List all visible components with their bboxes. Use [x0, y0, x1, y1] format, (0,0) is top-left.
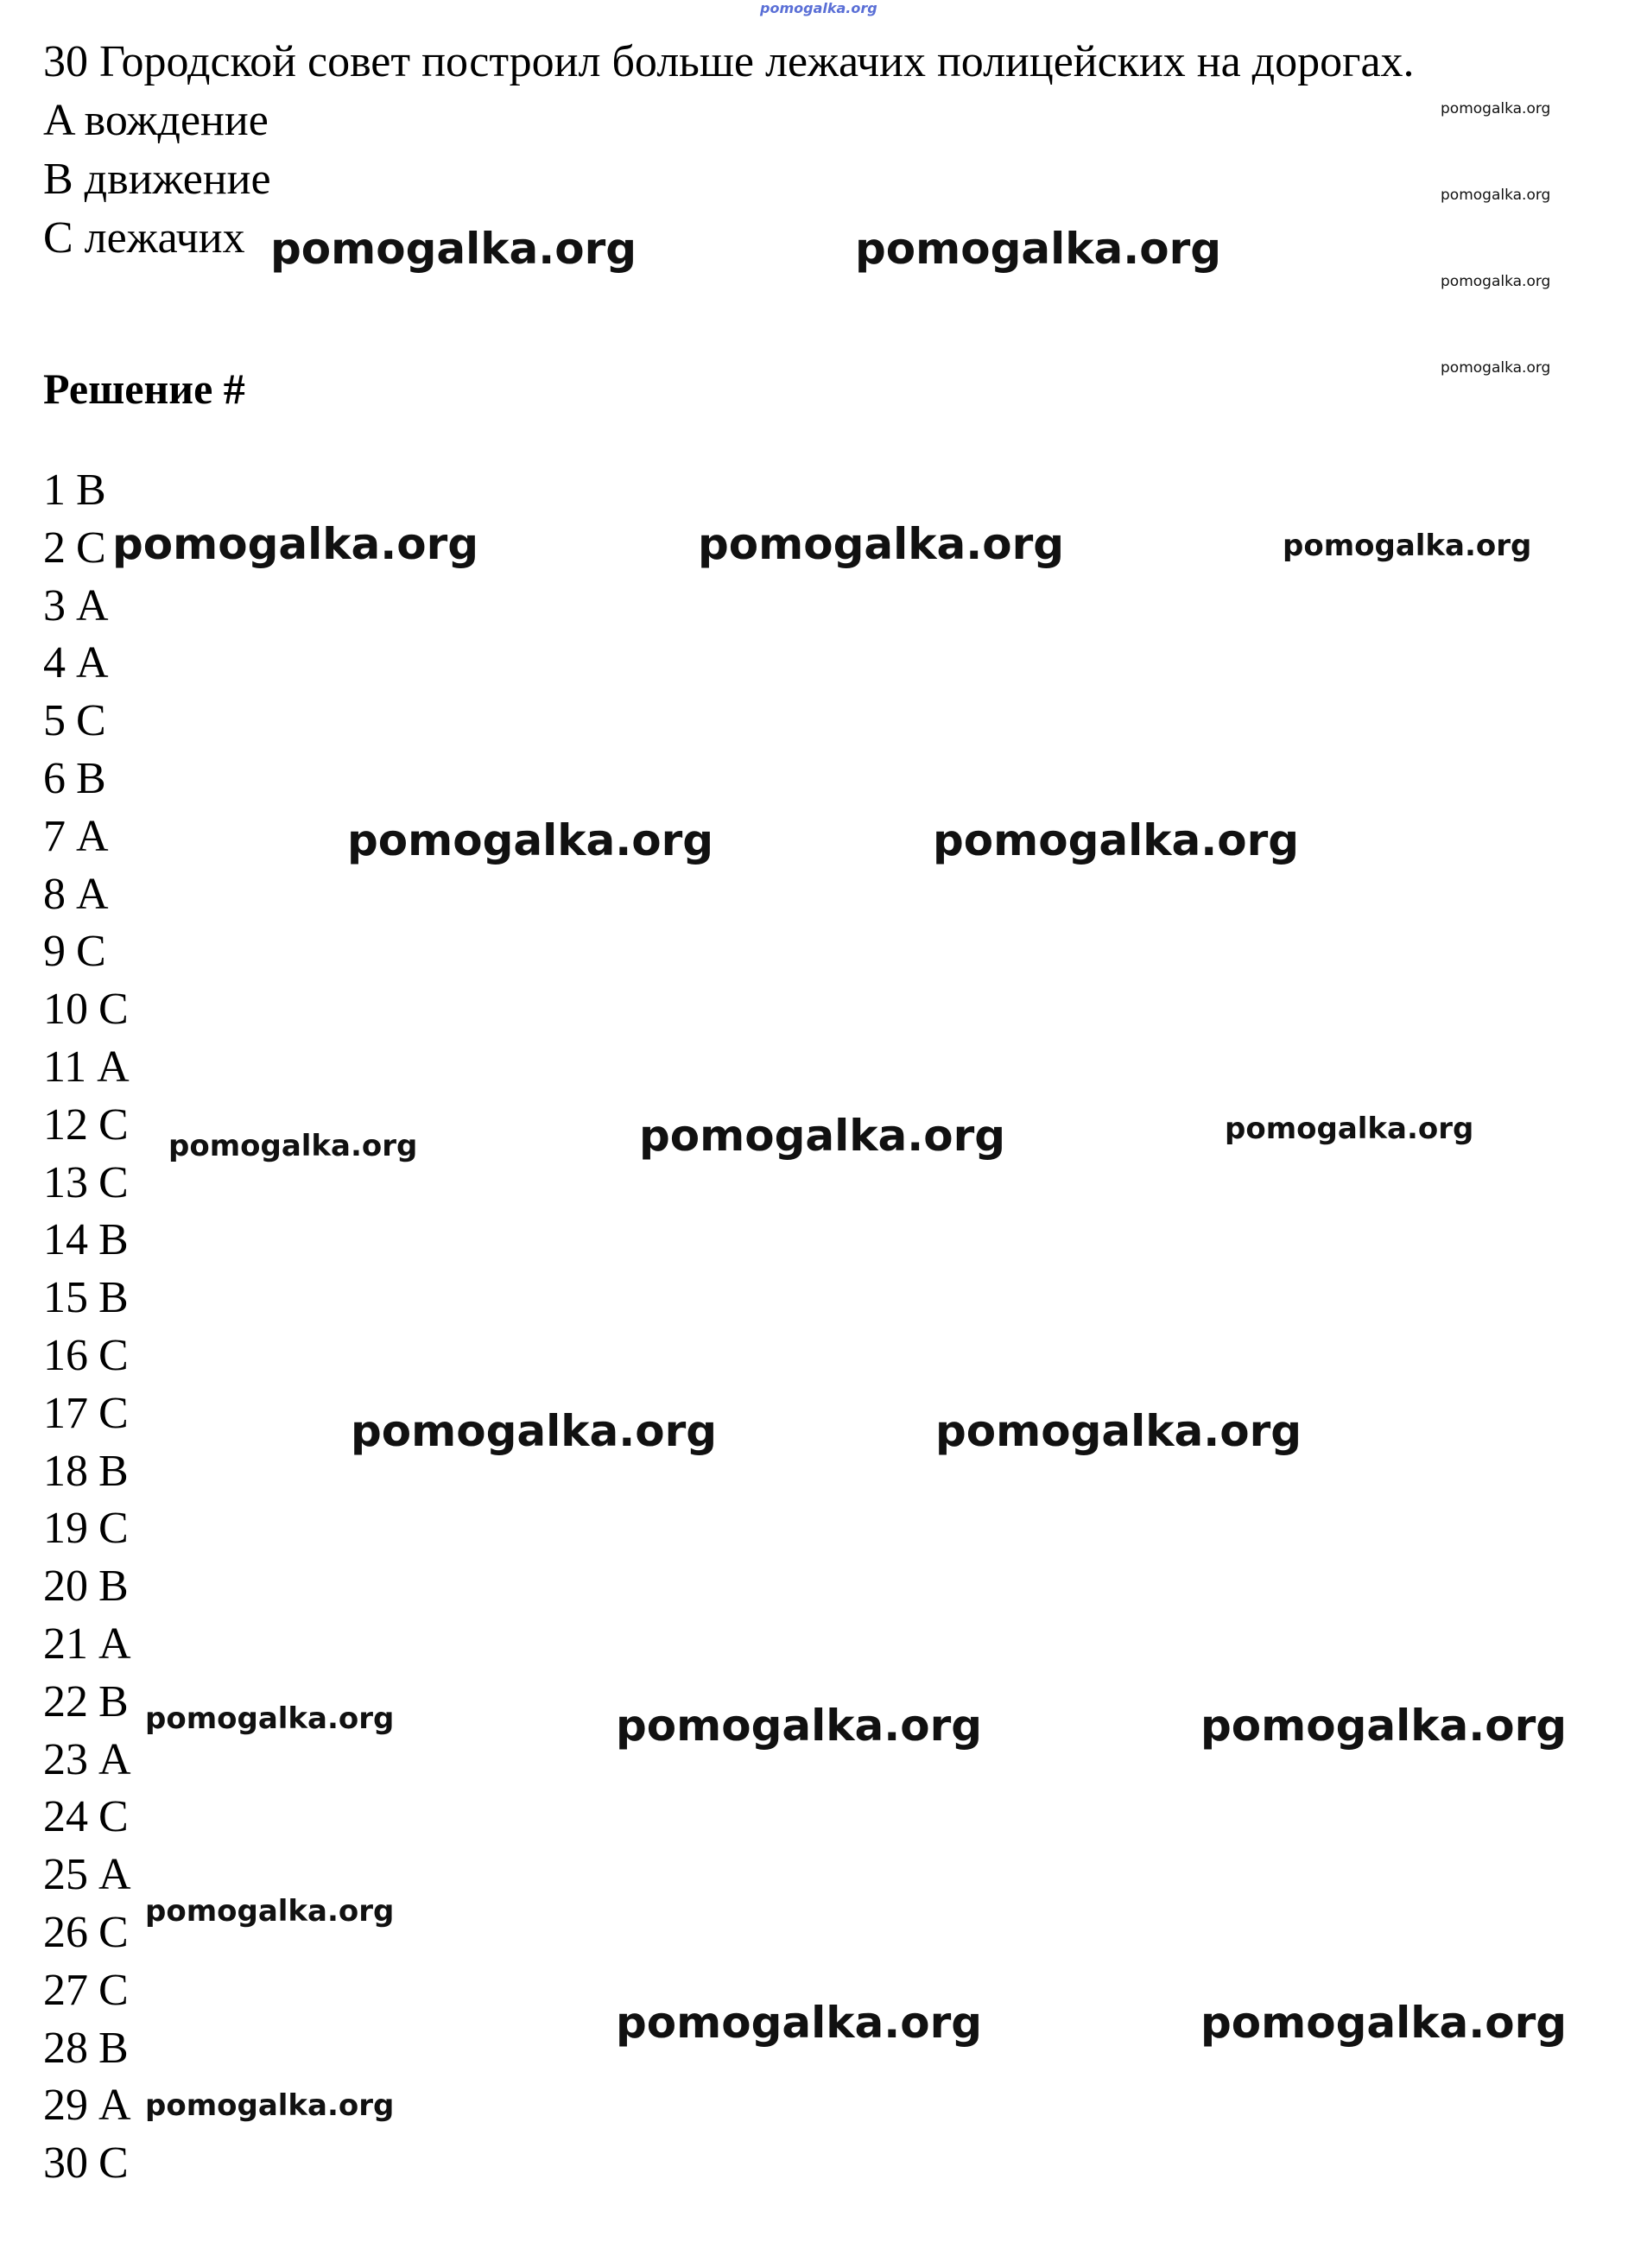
watermark: pomogalka.org	[351, 1406, 718, 1456]
answer-number: 18	[43, 1446, 88, 1496]
watermark: pomogalka.org	[639, 1111, 1006, 1161]
question-text: 30 Городской совет построил больше лежачих полицейских на дорогах.	[43, 37, 1415, 86]
answer-number: 28	[43, 2023, 88, 2073]
watermark: pomogalka.org	[1225, 1112, 1474, 1146]
answer-letter: B	[76, 466, 106, 515]
answer-row	[43, 1616, 131, 1674]
option-c: C лежачих	[43, 213, 245, 263]
answer-letter: B	[76, 753, 106, 803]
option-a: A вождение	[43, 96, 269, 145]
answer-letter: C	[98, 1907, 129, 1957]
answer-number: 13	[43, 1157, 88, 1207]
answer-letter: A	[98, 1850, 131, 1900]
answer-letter: B	[98, 1676, 129, 1726]
answer-letter: A	[76, 869, 109, 919]
answer-number: 21	[43, 1619, 88, 1669]
answer-letter: C	[98, 1504, 129, 1554]
watermark: pomogalka.org	[168, 1129, 418, 1163]
watermark: pomogalka.org	[145, 1701, 395, 1736]
answer-number: 17	[43, 1388, 88, 1438]
answer-row	[43, 693, 131, 751]
answer-number: 22	[43, 1676, 88, 1726]
answer-number: 30	[43, 2138, 88, 2189]
watermark: pomogalka.org	[1283, 529, 1532, 563]
watermark: pomogalka.org	[145, 2088, 395, 2123]
answer-number: 29	[43, 2081, 88, 2131]
answer-letter: A	[76, 580, 109, 630]
answer-row	[43, 808, 131, 866]
answer-row	[43, 866, 131, 924]
answer-letter: B	[98, 1273, 129, 1323]
answer-letter: A	[76, 638, 109, 688]
answer-number: 14	[43, 1215, 88, 1265]
answer-number: 23	[43, 1734, 88, 1784]
answer-row	[43, 1097, 131, 1155]
answer-letter: A	[98, 2081, 131, 2131]
answer-list	[43, 462, 131, 2193]
answer-number: 10	[43, 985, 88, 1035]
answer-row	[43, 1270, 131, 1327]
answer-row	[43, 2077, 131, 2135]
answer-letter: B	[98, 1562, 129, 1612]
answer-row	[43, 1732, 131, 1790]
answer-row	[43, 1327, 131, 1385]
answer-row	[43, 1500, 131, 1558]
answer-row	[43, 1789, 131, 1847]
answer-letter: C	[98, 1099, 129, 1150]
watermark: pomogalka.org	[270, 224, 637, 274]
watermark: pomogalka.org	[1441, 359, 1551, 377]
answer-number: 2	[43, 523, 66, 573]
answer-row	[43, 2020, 131, 2078]
answer-row	[43, 1212, 131, 1270]
answer-number: 25	[43, 1850, 88, 1900]
watermark: pomogalka.org	[933, 815, 1300, 865]
answer-number: 7	[43, 811, 66, 861]
solution-heading: Решение #	[43, 364, 245, 413]
watermark: pomogalka.org	[1441, 273, 1551, 290]
answer-number: 20	[43, 1562, 88, 1612]
answer-row	[43, 923, 131, 981]
watermark-top: pomogalka.org	[760, 0, 877, 16]
answer-letter: C	[98, 1157, 129, 1207]
answer-number: 12	[43, 1099, 88, 1150]
answer-number: 1	[43, 466, 66, 515]
answer-row	[43, 1904, 131, 1962]
answer-letter: B	[98, 1446, 129, 1496]
answer-row	[43, 1962, 131, 2020]
answer-letter: C	[98, 1330, 129, 1380]
watermark: pomogalka.org	[1200, 1701, 1568, 1751]
answer-number: 27	[43, 1965, 88, 2015]
answer-letter: C	[76, 523, 106, 573]
answer-row	[43, 578, 131, 636]
answer-number: 5	[43, 696, 66, 746]
answer-letter: A	[98, 1734, 131, 1784]
watermark: pomogalka.org	[935, 1406, 1302, 1456]
answer-letter: C	[76, 927, 106, 977]
answer-letter: A	[98, 1619, 131, 1669]
answer-number: 4	[43, 638, 66, 688]
answer-number: 15	[43, 1273, 88, 1323]
watermark: pomogalka.org	[698, 519, 1065, 569]
answer-row	[43, 2135, 131, 2193]
watermark: pomogalka.org	[855, 224, 1222, 274]
answer-row	[43, 635, 131, 693]
answer-row	[43, 1847, 131, 1904]
answer-row	[43, 981, 131, 1039]
answer-number: 11	[43, 1042, 87, 1092]
answer-number: 19	[43, 1504, 88, 1554]
answer-number: 6	[43, 753, 66, 803]
answer-number: 16	[43, 1330, 88, 1380]
answer-row	[43, 1443, 131, 1501]
answer-row	[43, 751, 131, 808]
answer-letter: A	[76, 811, 109, 861]
watermark: pomogalka.org	[1441, 187, 1551, 204]
answer-letter: C	[98, 1388, 129, 1438]
answer-letter: A	[97, 1042, 130, 1092]
answer-row	[43, 1674, 131, 1732]
answer-letter: C	[76, 696, 106, 746]
watermark: pomogalka.org	[1441, 100, 1551, 117]
option-b: B движение	[43, 155, 271, 204]
watermark: pomogalka.org	[347, 815, 714, 865]
watermark: pomogalka.org	[145, 1894, 395, 1929]
watermark: pomogalka.org	[1200, 1998, 1568, 2048]
answer-letter: C	[98, 1965, 129, 2015]
answer-row	[43, 462, 131, 520]
answer-number: 24	[43, 1792, 88, 1842]
answer-number: 26	[43, 1907, 88, 1957]
watermark: pomogalka.org	[616, 1701, 983, 1751]
answer-row	[43, 1385, 131, 1443]
answer-letter: B	[98, 2023, 129, 2073]
answer-row	[43, 1039, 131, 1097]
watermark: pomogalka.org	[616, 1998, 983, 2048]
watermark: pomogalka.org	[112, 519, 479, 569]
answer-row	[43, 1558, 131, 1616]
answer-letter: B	[98, 1215, 129, 1265]
answer-row	[43, 1155, 131, 1213]
answer-letter: C	[98, 2138, 129, 2189]
answer-number: 9	[43, 927, 66, 977]
answer-letter: C	[98, 985, 129, 1035]
answer-letter: C	[98, 1792, 129, 1842]
answer-number: 8	[43, 869, 66, 919]
answer-number: 3	[43, 580, 66, 630]
